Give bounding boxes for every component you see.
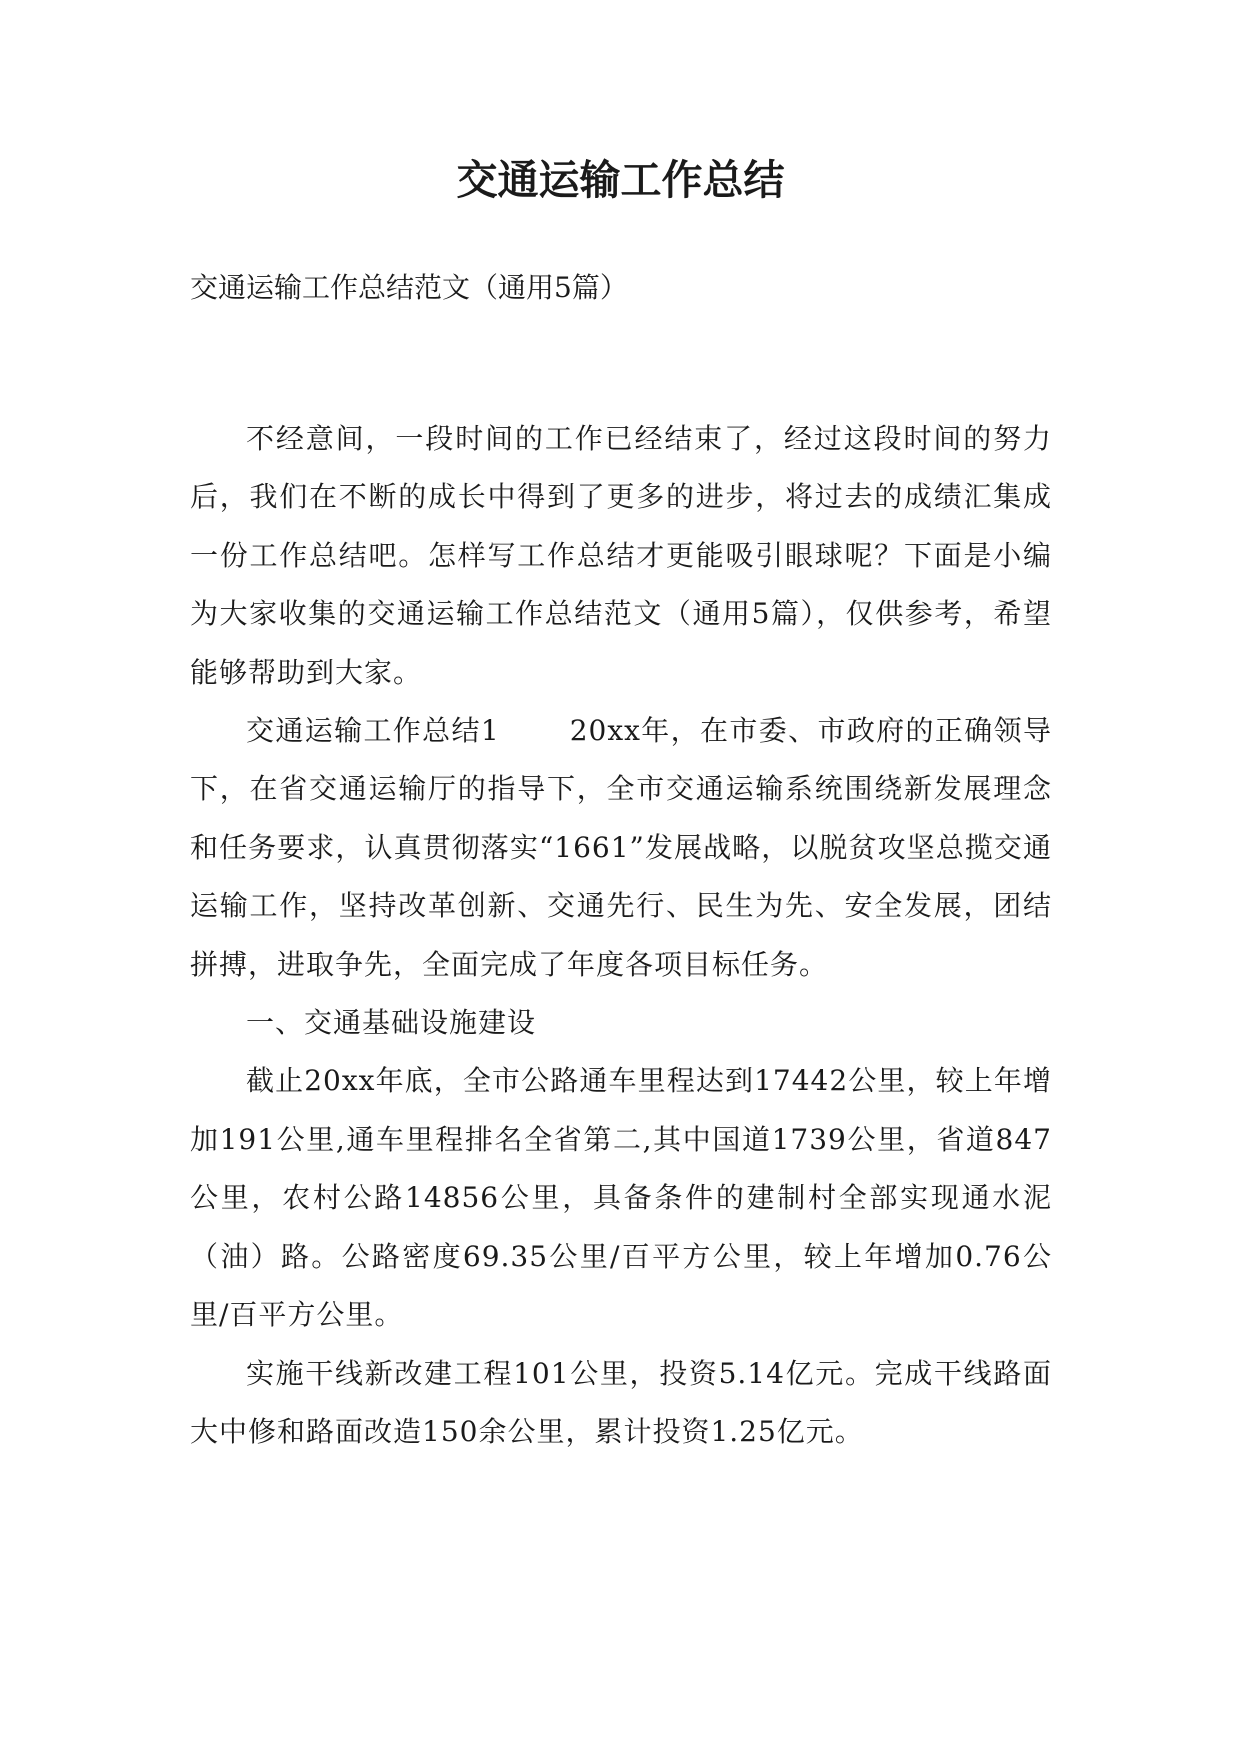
document-title: 交通运输工作总结 [456, 156, 785, 204]
summary-1-text: 20xx年，在市委、市政府的正确领导下，在省交通运输厅的指导下，全市交通运输系统围绕新发展理念和任务要求，认真贯彻落实“1661”发展战略，以脱贫攻坚总揽交通运输工作，坚持改革创新、交通先行、民生为先、安全发展，团结拼搏，进取争先，全面完成了年度各项目标任务。 [190, 714, 1052, 981]
intro-paragraph: 不经意间，一段时间的工作已经结束了，经过这段时间的努力后，我们在不断的成长中得到了更多的进步，将过去的成绩汇集成一份工作总结吧。怎样写工作总结才更能吸引眼球呢？下面是小编为大家收集的交通运输工作总结范文（通用5篇），仅供参考，希望能够帮助到大家。 [190, 422, 1052, 689]
road-mileage-paragraph: 截止20xx年底，全市公路通车里程达到17442公里，较上年增加191公里,通车里程排名全省第二,其中国道1739公里，省道847公里，农村公路14856公里，具备条件的建制村全部实现通水泥（油）路。公路密度69.35公里/百平方公里，较上年增加0.76公里/百平方公里。 [190, 1064, 1052, 1332]
summary-1-paragraph [190, 702, 1052, 994]
trunk-road-paragraph: 实施干线新改建工程101公里，投资5.14亿元。完成干线路面大中修和路面改造150余公里，累计投资1.25亿元。 [190, 1356, 1052, 1448]
summary-1-heading: 交通运输工作总结1 [246, 714, 500, 748]
document-body [190, 410, 1052, 1461]
section-heading-infrastructure: 一、交通基础设施建设 [246, 1006, 537, 1040]
document-subtitle: 交通运输工作总结范文（通用5篇） [190, 271, 628, 304]
